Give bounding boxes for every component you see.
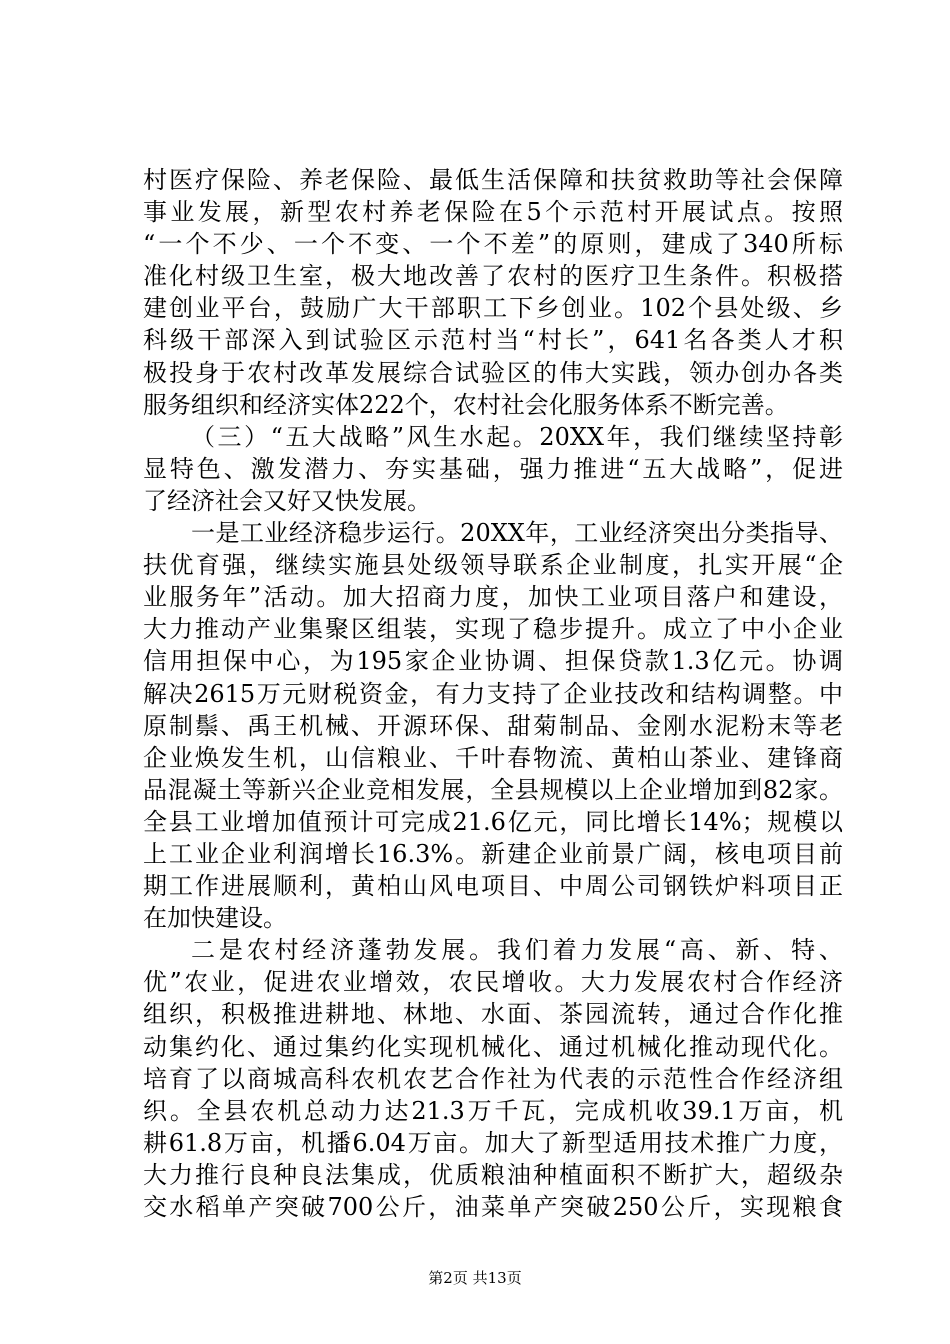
- text-line: 上工业企业利润增长16.3%。新建企业前景广阔，核电项目前: [143, 839, 843, 868]
- body-text: [143, 164, 843, 1223]
- text-line: 解决2615万元财税资金，有力支持了企业技改和结构调整。中: [143, 679, 843, 708]
- text-line: 在加快建设。: [143, 904, 287, 933]
- text-line: “一个不少、一个不变、一个不差”的原则，建成了340所标: [143, 230, 843, 259]
- text-line: 企业焕发生机，山信粮业、千叶春物流、黄柏山茶业、建锋商: [143, 743, 843, 772]
- text-line: 服务组织和经济实体222个，农村社会化服务体系不断完善。: [143, 390, 789, 419]
- text-line: 全县工业增加值预计可完成21.6亿元，同比增长14%；规模以: [143, 807, 843, 836]
- text-line: 了经济社会又好又快发展。: [143, 486, 431, 515]
- text-line: （三）“五大战略”风生水起。20XX年，我们继续坚持彰: [191, 422, 843, 451]
- text-line: 原制鬃、禹王机械、开源环保、甜菊制品、金刚水泥粉末等老: [143, 711, 843, 740]
- text-line: 组织，积极推进耕地、林地、水面、茶园流转，通过合作化推: [143, 1000, 843, 1029]
- text-line: 织。全县农机总动力达21.3万千瓦，完成机收39.1万亩，机: [143, 1096, 843, 1125]
- text-line: 二是农村经济蓬勃发展。我们着力发展“高、新、特、: [191, 936, 843, 965]
- text-line: 优”农业，促进农业增效，农民增收。大力发展农村合作经济: [143, 968, 843, 997]
- text-line: 科级干部深入到试验区示范村当“村长”，641名各类人才积: [143, 326, 843, 355]
- page-number-footer: 第2页 共13页: [428, 1269, 522, 1287]
- text-line: 业服务年”活动。加大招商力度，加快工业项目落户和建设，: [143, 583, 843, 612]
- text-line: 培育了以商城高科农机农艺合作社为代表的示范性合作经济组: [143, 1064, 843, 1093]
- text-line: 信用担保中心，为195家企业协调、担保贷款1.3亿元。协调: [143, 647, 843, 676]
- text-line: 显特色、激发潜力、夯实基础，强力推进“五大战略”，促进: [143, 454, 843, 483]
- text-line: 扶优育强，继续实施县处级领导联系企业制度，扎实开展“企: [143, 551, 843, 580]
- text-line: 建创业平台，鼓励广大干部职工下乡创业。102个县处级、乡: [143, 294, 843, 323]
- text-line: 大力推动产业集聚区组装，实现了稳步提升。成立了中小企业: [143, 615, 843, 644]
- text-line: 极投身于农村改革发展综合试验区的伟大实践，领办创办各类: [143, 358, 843, 387]
- text-line: 一是工业经济稳步运行。20XX年，工业经济突出分类指导、: [191, 519, 843, 548]
- text-line: 交水稻单产突破700公斤，油菜单产突破250公斤，实现粮食: [143, 1193, 843, 1221]
- text-line: 耕61.8万亩，机播6.04万亩。加大了新型适用技术推广力度，: [143, 1128, 843, 1157]
- text-line: 动集约化、通过集约化实现机械化、通过机械化推动现代化。: [143, 1032, 843, 1061]
- text-line: 村医疗保险、养老保险、最低生活保障和扶贫救助等社会保障: [143, 166, 843, 194]
- text-line: 准化村级卫生室，极大地改善了农村的医疗卫生条件。积极搭: [143, 262, 843, 291]
- text-line: 期工作进展顺利，黄柏山风电项目、中周公司钢铁炉料项目正: [143, 872, 843, 901]
- text-line: 事业发展，新型农村养老保险在5个示范村开展试点。按照: [143, 198, 843, 227]
- text-line: 大力推行良种良法集成，优质粮油种植面积不断扩大，超级杂: [143, 1160, 843, 1189]
- text-line: 品混凝土等新兴企业竞相发展，全县规模以上企业增加到82家。: [143, 775, 843, 804]
